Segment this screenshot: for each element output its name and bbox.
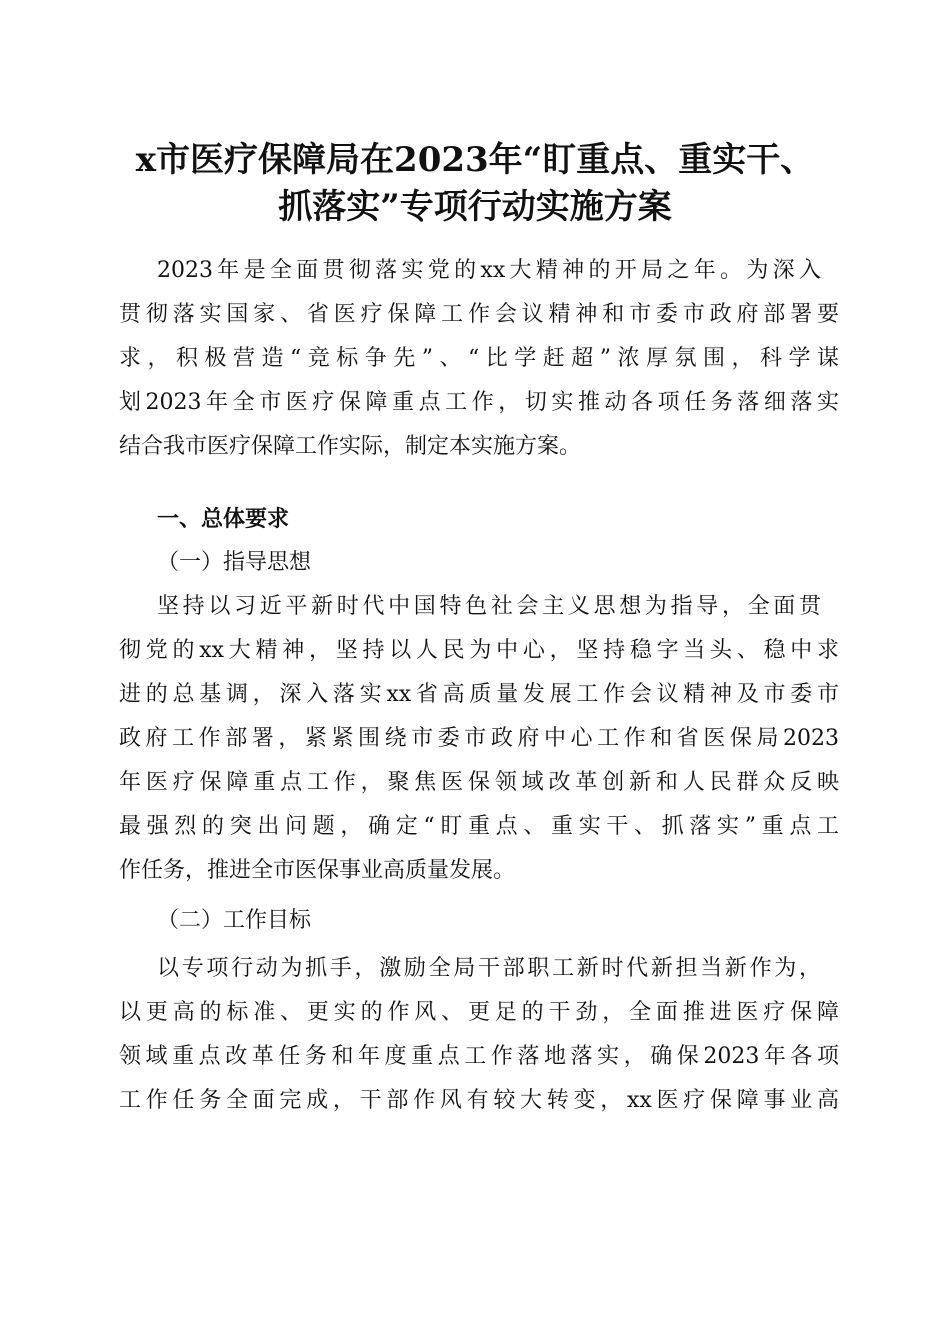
- paragraph-line: 最强烈的突出问题，确定“盯重点、重实干、抓落实”重点工: [119, 814, 839, 839]
- paragraph-line: 作任务，推进全市医保事业高质量发展。: [119, 858, 516, 883]
- document-title-line-2: 抓落实”专项行动实施方案: [278, 187, 672, 227]
- intro-line: 求，积极营造“竞标争先”、“比学赶超”浓厚氛围，科学谋: [119, 346, 839, 371]
- document-title-line-1: x市医疗保障局在2023年“盯重点、重实干、: [135, 140, 815, 180]
- subsection-heading: （一）指导思想: [157, 550, 312, 575]
- paragraph-line: 领域重点改革任务和年度重点工作落地落实，确保2023年各项: [119, 1044, 839, 1069]
- section-heading: 一、总体要求: [157, 506, 290, 532]
- paragraph-line: 工作任务全面完成，干部作风有较大转变，xx医疗保障事业高: [119, 1088, 839, 1113]
- intro-line: 2023年是全面贯彻落实党的xx大精神的开局之年。为深入: [157, 258, 821, 283]
- paragraph-line: 彻党的xx大精神，坚持以人民为中心，坚持稳字当头、稳中求: [119, 638, 839, 663]
- subsection-heading: （二）工作目标: [157, 908, 312, 933]
- paragraph-line: 坚持以习近平新时代中国特色社会主义思想为指导，全面贯: [157, 594, 821, 619]
- intro-line: 贯彻落实国家、省医疗保障工作会议精神和市委市政府部署要: [119, 302, 839, 327]
- paragraph-line: 年医疗保障重点工作，聚焦医保领域改革创新和人民群众反映: [119, 770, 839, 795]
- intro-line: 划2023年全市医疗保障重点工作，切实推动各项任务落细落实: [119, 390, 839, 415]
- intro-line: 结合我市医疗保障工作实际，制定本实施方案。: [119, 434, 582, 459]
- paragraph-line: 政府工作部署，紧紧围绕市委市政府中心工作和省医保局2023: [119, 726, 839, 751]
- paragraph-line: 进的总基调，深入落实xx省高质量发展工作会议精神及市委市: [119, 682, 839, 707]
- paragraph-line: 以专项行动为抓手，激励全局干部职工新时代新担当新作为，: [157, 956, 821, 981]
- paragraph-line: 以更高的标准、更实的作风、更足的干劲，全面推进医疗保障: [119, 1000, 839, 1025]
